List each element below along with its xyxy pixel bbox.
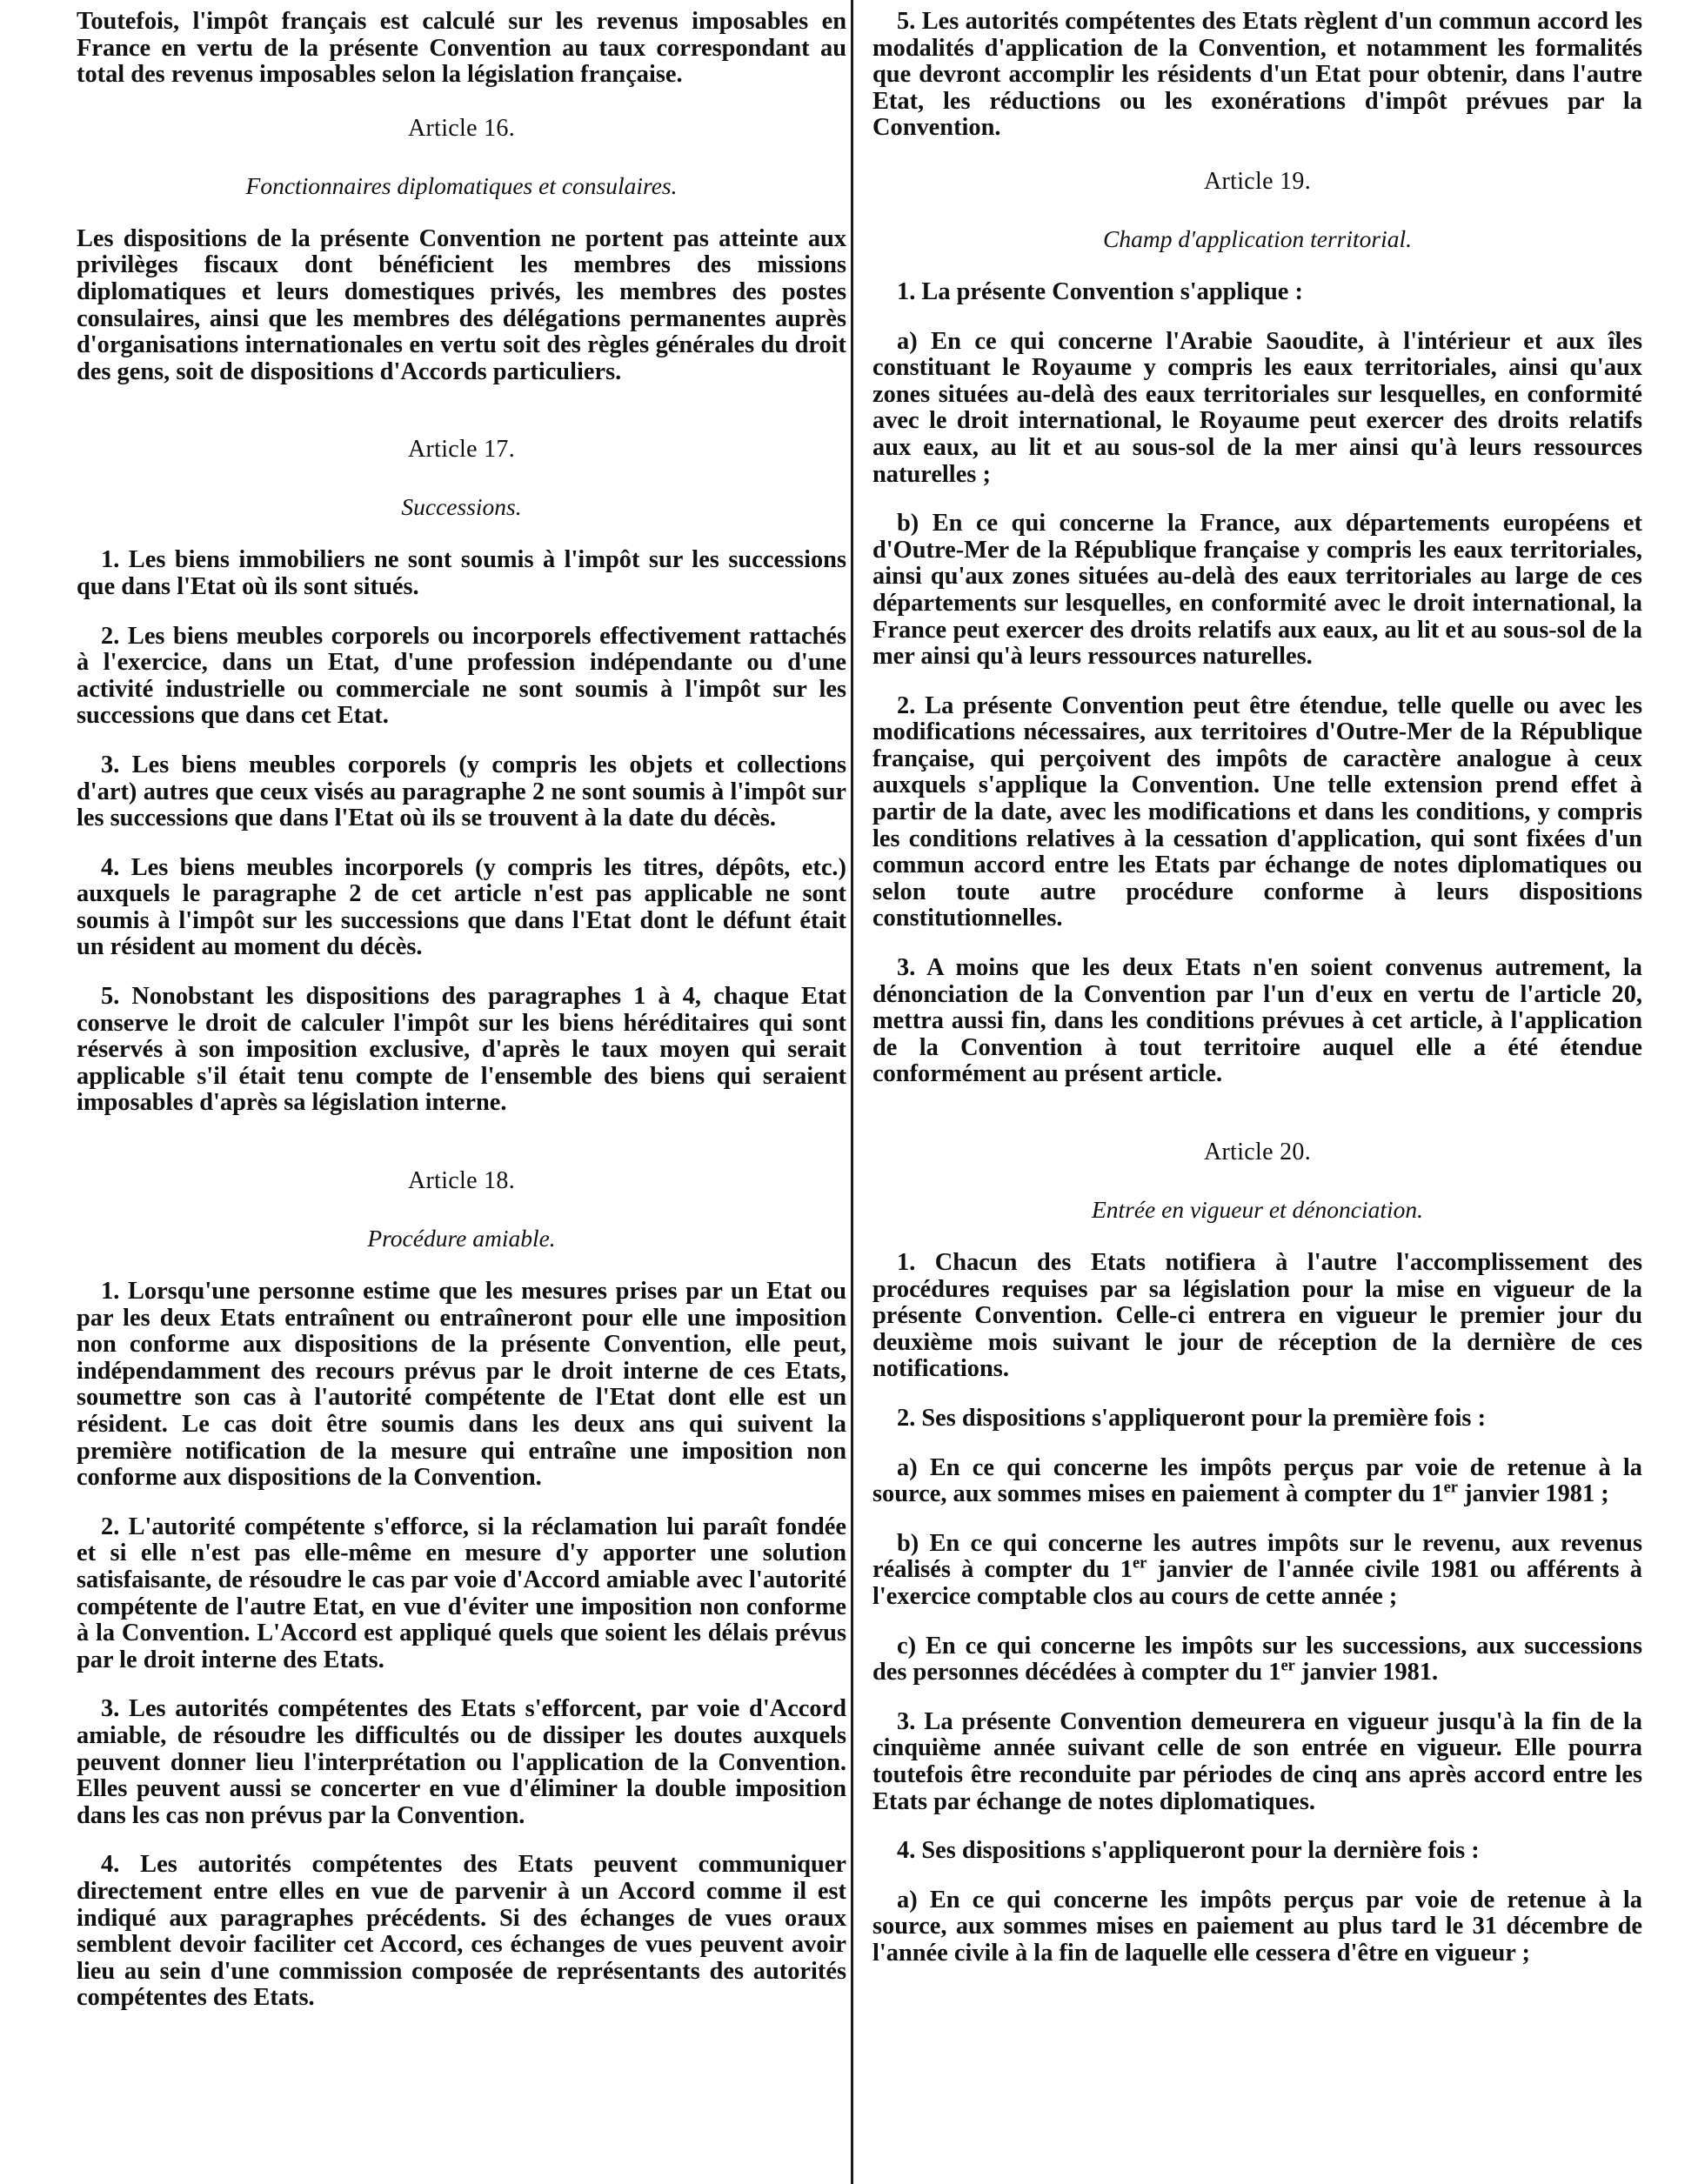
article-20-paragraph-2b-superscript: er: [1133, 1553, 1147, 1572]
article-20-subtitle: Entrée en vigueur et dénonciation.: [1091, 1196, 1424, 1223]
article-18-paragraph-1: 1. Lorsqu'une personne estime que les mesures prises par un Etat ou par les deux Etats entraînent ou entraîneront pour elle une imposition non conforme aux dispositions de la présente Convention, elle peut, indépendamment des recours prévus par le droit interne de ces Etats, soumettre son cas à l'autorité compétente de l'Etat dont elle est un résident. Le cas doit être soumis dans les deux ans qui suivent la première notification de la mesure qui entraîne une imposition non conforme aux dispositions de la Convention.: [77, 1278, 846, 1492]
article-17-paragraph-5: 5. Nonobstant les dispositions des paragraphes 1 à 4, chaque Etat conserve le droit de calculer l'impôt sur les biens héréditaires qui sont réservés à son imposition exclusive, d'après le taux moyen qui serait applicable s'il était tenu compte de l'ensemble des biens qui seraient imposables d'après sa législation interne.: [77, 983, 846, 1117]
article-18-subtitle: Procédure amiable.: [367, 1225, 556, 1252]
article-17-title: Article 17.: [407, 436, 516, 464]
article-18-title: Article 18.: [407, 1167, 516, 1195]
article-20-paragraph-2b-text: b) En ce qui concerne les autres impôts sur le revenu, aux revenus réalisés à compter du 1: [872, 1529, 1642, 1584]
article-20-paragraph-2a-tail: janvier 1981 ;: [1458, 1480, 1609, 1508]
article-20-paragraph-2c-text: c) En ce qui concerne les impôts sur les successions, aux successions des personnes décédées à compter du 1: [872, 1632, 1642, 1686]
article-19-paragraph-2: 2. La présente Convention peut être étendue, telle quelle ou avec les modifications nécessaires, aux territoires d'Outre-Mer de la République française, qui perçoivent des impôts de caractère analogue à ceux auxquels s'applique la Convention. Une telle extension prend effet à partir de la date, avec les modifications et dans les conditions, y compris les conditions relatives à la cessation d'application, qui sont fixées d'un commun accord entre les Etats par échange de notes diplomatiques ou selon toute autre procédure conforme à leurs dispositions constitutionnelles.: [872, 691, 1642, 932]
article-20-paragraph-2a: [872, 1455, 1642, 1508]
article-19-paragraph-3: 3. A moins que les deux Etats n'en soient convenus autrement, la dénonciation de la Convention par l'un d'eux en vertu de l'article 20, mettra aussi fin, dans les conditions prévues à cet article, à l'application de la Convention à tout territoire auquel elle a été étendue conformément au présent article.: [872, 954, 1642, 1088]
article-19-subtitle: Champ d'application territorial.: [1103, 224, 1412, 252]
article-20-paragraph-4: 4. Ses dispositions s'appliqueront pour la dernière fois :: [897, 1837, 1480, 1865]
article-19-paragraph-1: 1. La présente Convention s'applique :: [897, 277, 1303, 305]
article-17-paragraph-1: 1. Les biens immobiliers ne sont soumis à l'impôt sur les successions que dans l'Etat où ils sont situés.: [77, 546, 846, 600]
article-20-paragraph-2c-superscript: er: [1280, 1656, 1295, 1674]
article-19-title: Article 19.: [1203, 167, 1312, 195]
article-20-paragraph-3: 3. La présente Convention demeurera en vigueur jusqu'à la fin de la cinquième année suivant celle de son entrée en vigueur. Elle pourra toutefois être reconduite par périodes de cinq ans après accord entre les Etats par échange de notes diplomatiques.: [872, 1707, 1642, 1815]
article-20-paragraph-2a-superscript: er: [1443, 1478, 1458, 1496]
article-20-paragraph-2a-text: a) En ce qui concerne les impôts perçus par voie de retenue à la source, aux sommes mises en paiement à compter du 1: [872, 1453, 1642, 1508]
left-column: [77, 9, 846, 2034]
intro-paragraph: Toutefois, l'impôt français est calculé sur les revenus imposables en France en vertu de la présente Convention au taux correspondant au total des revenus imposables selon la législation française.: [77, 8, 846, 89]
article-18-paragraph-2: 2. L'autorité compétente s'efforce, si la réclamation lui paraît fondée et si elle n'est pas elle-même en mesure d'y apporter une solution satisfaisante, de résoudre le cas par voie d'Accord amiable avec l'autorité compétente de l'autre Etat, en vue d'éviter une imposition non conforme à la Convention. L'Accord est appliqué quels que soient les délais prévus par le droit interne des Etats.: [77, 1513, 846, 1673]
article-20-paragraph-4a: a) En ce qui concerne les impôts perçus par voie de retenue à la source, aux sommes mises en paiement au plus tard le 31 décembre de l'année civile à la fin de laquelle elle cessera d'être en vigueur ;: [872, 1886, 1642, 1967]
right-column: [872, 9, 1642, 1989]
article-20-paragraph-2c: [872, 1633, 1642, 1686]
article-20-paragraph-1: 1. Chacun des Etats notifiera à l'autre l'accomplissement des procédures requises par sa législation pour la mise en vigueur de la présente Convention. Celle-ci entrera en vigueur le premier jour du deuxième mois suivant le jour de réception de la dernière de ces notifications.: [872, 1249, 1642, 1383]
article-16-title: Article 16.: [407, 114, 516, 142]
article-18-paragraph-3: 3. Les autorités compétentes des Etats s'efforcent, par voie d'Accord amiable, de résoudre les difficultés ou de dissiper les doutes auxquels peuvent donner lieu l'interprétation ou l'application de la Convention. Elles peuvent aussi se concerter en vue d'éliminer la double imposition dans les cas non prévus par la Convention.: [77, 1695, 846, 1829]
article-18-paragraph-4: 4. Les autorités compétentes des Etats peuvent communiquer directement entre elles en vue de parvenir à un Accord comme il est indiqué aux paragraphes précédents. Si des échanges de vues oraux semblent devoir faciliter cet Accord, ces échanges de vues peuvent avoir lieu au sein d'une commission composée de représentants des autorités compétentes des Etats.: [77, 1851, 846, 2012]
article-16-paragraph-1: Les dispositions de la présente Convention ne portent pas atteinte aux privilèges fiscaux dont bénéficient les membres des missions diplomatiques et leurs domestiques privés, les membres des postes consulaires, ainsi que les membres des délégations permanentes auprès d'organisations internationales en vertu soit des règles générales du droit des gens, soit de dispositions d'Accords particuliers.: [77, 224, 846, 385]
column-divider: [851, 0, 853, 2184]
article-16-subtitle: Fonctionnaires diplomatiques et consulaires.: [245, 171, 678, 199]
article-20-paragraph-2c-tail: janvier 1981.: [1294, 1659, 1439, 1686]
article-19-paragraph-1a: a) En ce qui concerne l'Arabie Saoudite, à l'intérieur et aux îles constituant le Royaume y compris les eaux territoriales, ainsi qu'aux zones situées au-delà des eaux territoriales sur lesquelles, en conformité avec le droit international, le Royaume peut exercer des droits relatifs aux eaux, au lit et au sous-sol de la mer ainsi qu'à leurs ressources naturelles ;: [872, 327, 1642, 488]
article-17-paragraph-2: 2. Les biens meubles corporels ou incorporels effectivement rattachés à l'exercice, dans un Etat, d'une profession indépendante ou d'une activité industrielle ou commerciale ne sont soumis à l'impôt sur les successions que dans cet Etat.: [77, 622, 846, 730]
article-17-paragraph-4: 4. Les biens meubles incorporels (y compris les titres, dépôts, etc.) auxquels le paragraphe 2 de cet article n'est pas applicable ne sont soumis à l'impôt sur les successions que dans l'Etat dont le défunt était un résident au moment du décès.: [77, 853, 846, 961]
article-17-subtitle: Successions.: [401, 493, 522, 521]
article-20-paragraph-2b-tail: janvier de l'année civile 1981 ou afférents à l'exercice comptable clos au cours de cette année ;: [872, 1556, 1642, 1610]
article-20-paragraph-2b: [872, 1531, 1642, 1611]
article-18-paragraph-5: 5. Les autorités compétentes des Etats règlent d'un commun accord les modalités d'application de la Convention, et notamment les formalités que devront accomplir les résidents d'un Etat pour obtenir, dans l'autre Etat, les réductions ou les exonérations d'impôt prévues par la Convention.: [872, 8, 1642, 142]
article-17-paragraph-3: 3. Les biens meubles corporels (y compris les objets et collections d'art) autres que ceux visés au paragraphe 2 ne sont soumis à l'impôt sur les successions que dans l'Etat où ils se trouvent à la date du décès.: [77, 751, 846, 832]
article-19-paragraph-1b: b) En ce qui concerne la France, aux départements européens et d'Outre-Mer de la République française y compris les eaux territoriales, ainsi qu'aux zones situées au-delà des eaux territoriales au large de ces départements sur lesquelles, en conformité avec le droit international, la France peut exercer des droits relatifs aux eaux, au lit et au sous-sol de la mer ainsi qu'à leurs ressources naturelles.: [872, 510, 1642, 671]
article-20-title: Article 20.: [1203, 1139, 1312, 1165]
article-20-paragraph-2: 2. Ses dispositions s'appliqueront pour la première fois :: [897, 1404, 1487, 1432]
